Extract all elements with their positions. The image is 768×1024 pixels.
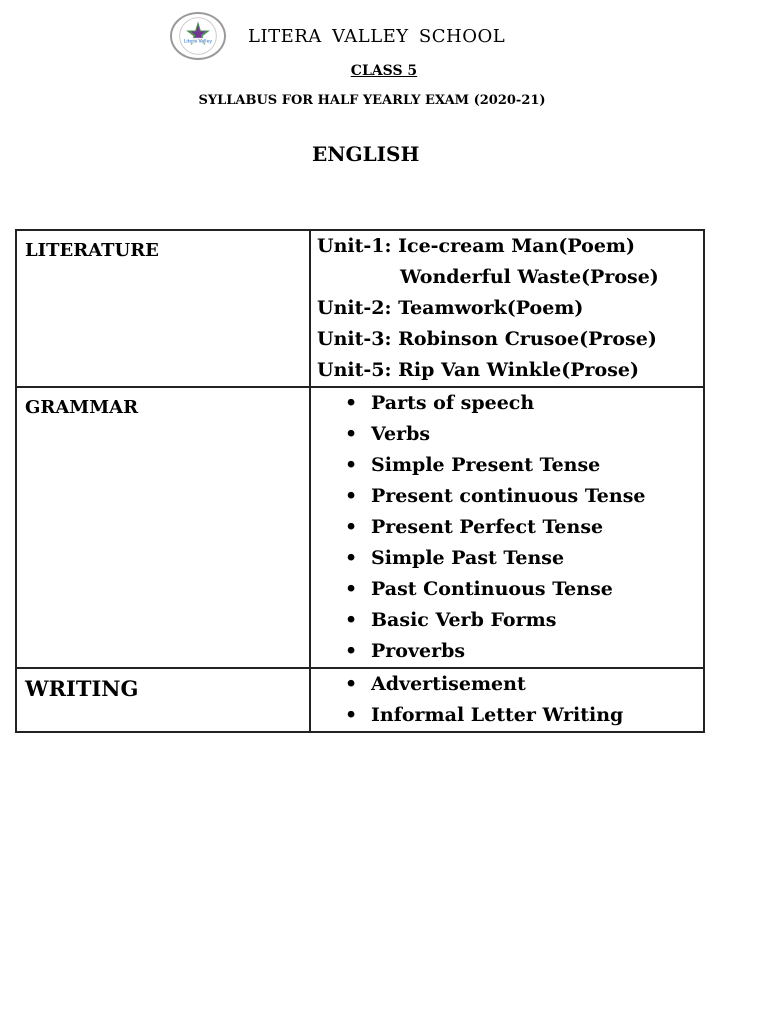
unit-item: Unit-1: Ice-cream Man(Poem)	[317, 235, 636, 257]
list-item: • Simple Past Tense	[317, 543, 695, 574]
section-label-literature: LITERATURE	[16, 230, 310, 387]
literature-units	[310, 230, 704, 387]
section-label-writing: WRITING	[16, 668, 310, 732]
table-row-literature	[16, 230, 704, 387]
class-title	[0, 63, 768, 79]
writing-topics	[310, 668, 704, 732]
grammar-list	[317, 388, 695, 667]
unit-item: Unit-5: Rip Van Winkle(Prose)	[317, 359, 639, 381]
writing-list	[317, 669, 695, 731]
grammar-topics	[310, 387, 704, 668]
list-item: • Simple Present Tense	[317, 450, 695, 481]
subject-title: ENGLISH	[312, 142, 420, 166]
section-label-grammar: GRAMMAR	[16, 387, 310, 668]
list-item: • Parts of speech	[317, 388, 695, 419]
table-row-writing	[16, 668, 704, 732]
list-item: • Verbs	[317, 419, 695, 450]
table-row-grammar	[16, 387, 704, 668]
list-item: • Basic Verb Forms	[317, 605, 695, 636]
document-header	[0, 0, 768, 166]
class-title-text: CLASS 5	[350, 63, 418, 79]
unit-item: Unit-2: Teamwork(Poem)	[317, 297, 584, 319]
school-crest-icon	[172, 14, 224, 58]
school-logo-icon	[170, 12, 226, 60]
unit-item: Wonderful Waste(Prose)	[400, 266, 659, 288]
list-item: • Advertisement	[317, 669, 695, 700]
svg-text:Litera Valley: Litera Valley	[183, 39, 213, 45]
list-item: • Present Perfect Tense	[317, 512, 695, 543]
list-item: • Proverbs	[317, 636, 695, 667]
exam-title: SYLLABUS FOR HALF YEARLY EXAM (2020-21)	[198, 93, 546, 108]
school-name: LITERA VALLEY SCHOOL	[248, 26, 506, 47]
unit-item: Unit-3: Robinson Crusoe(Prose)	[317, 328, 657, 350]
list-item: • Present continuous Tense	[317, 481, 695, 512]
syllabus-table	[15, 229, 705, 733]
list-item: • Informal Letter Writing	[317, 700, 695, 731]
list-item: • Past Continuous Tense	[317, 574, 695, 605]
